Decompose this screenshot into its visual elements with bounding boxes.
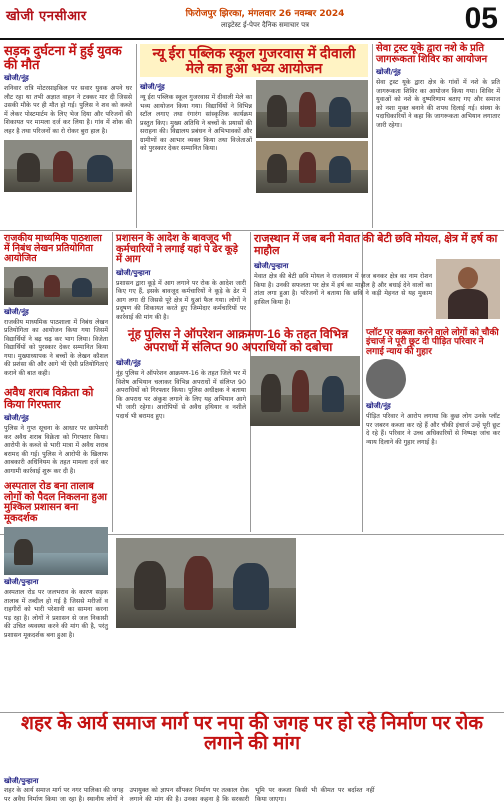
story-photo: [256, 141, 368, 193]
story-byline: खोजी/नूंह: [366, 402, 391, 411]
story-judge-chhavi: [254, 234, 500, 324]
story-body: सेवा ट्रस्ट यूके द्वारा क्षेत्र के गांवों में नशे के प्रति जागरूकता शिविर का आयोजन किया गया। शिविर में युवाओं को नशे के दुष्परिणाम बताए गए और समाज को नशा मुक्त बनाने की शपथ दिलाई गई। संस्था के पदाधिकारियों ने कहा कि जागरूकता अभियान लगातार जारी रहेगा।: [376, 79, 500, 129]
story-byline: खोजी/नूंह: [4, 74, 29, 83]
story-photo: [4, 267, 108, 305]
story-body: मेवात क्षेत्र की बेटी छवि मोयल ने राजस्थान में जज बनकर क्षेत्र का नाम रोशन किया है। उनकी सफलता पर क्षेत्र में हर्ष का माहौल है और बधाई देने वालों का तांता लगा हुआ है। परिजनों ने बताया कि छवि ने कड़ी मेहनत से यह मुकाम हासिल किया है।: [254, 273, 432, 306]
story-byline: खोजी/नूंह: [376, 68, 401, 76]
story-garbage-fire: [116, 234, 246, 324]
story-body: न्यू ईरा पब्लिक स्कूल गुजरवास में दीवाली मेले का भव्य आयोजन किया गया। विद्यार्थियों ने विभिन्न स्टॉल लगाए तथा रंगारंग सांस्कृतिक कार्यक्रम प्रस्तुत किए। मुख्य अतिथि ने बच्चों के प्रयासों की सराहना की। विद्यालय प्रबंधन ने अभिभावकों और ग्रामीणों का आभार व्यक्त किया तथा विजेताओं को पुरस्कार देकर सम्मानित किया।: [140, 94, 252, 153]
banner-headline: शहर के आर्य समाज मार्ग पर नपा की जगह पर हो रहे निर्माण पर रोक लगाने की मांग: [21, 713, 483, 754]
story-photo: [116, 538, 296, 628]
story-waterlogging: [4, 482, 108, 710]
story-body: शहर के आर्य समाज मार्ग पर नगर पालिका की जगह पर अवैध निर्माण किया जा रहा है। स्थानीय लोगों ने उपायुक्त को ज्ञापन सौंपकर निर्माण पर तत्काल रोक लगाने की मांग की है। उनका कहना है कि सरकारी भूमि पर कब्जा किसी भी कीमत पर बर्दाश्त नहीं किया जाएगा।: [4, 787, 375, 803]
story-headline: राजकीय माध्यमिक पाठशाला में निबंध लेखन प्रतियोगिता आयोजित: [4, 233, 102, 264]
story-headline: नूंह पुलिस ने ऑपरेशन आक्रमण-16 के तहत विभिन्न अपराधों में संलिप्त 90 अपराधियों को दबोचा: [127, 327, 349, 354]
story-headline: प्रशासन के आदेश के बावजूद भी कर्मचारियों ने लगाई यहां पे ढेर कूड़े में आग: [116, 233, 238, 265]
story-headline: सड़क दुर्घटना में हुई युवक की मौत: [4, 43, 122, 72]
story-byline: खोजी/नूंह: [4, 414, 29, 423]
story-photo: [250, 356, 360, 426]
row-divider: [0, 230, 504, 231]
story-photo: [256, 80, 368, 138]
continued-columns: [116, 538, 500, 710]
police-emblem: [366, 359, 406, 399]
column-divider: [372, 44, 373, 228]
story-byline: खोजी/पुन्हाना: [116, 268, 151, 277]
story-body: शनिवार रात्रि मोटरसाइकिल पर सवार युवक अपने घर लौट रहा था तभी अज्ञात वाहन ने टक्कर मार दी जिससे उसकी मौके पर ही मौत हो गई। पुलिस ने शव को कब्जे में लेकर पोस्टमार्टम के लिए भेज दिया और परिजनों की शिकायत पर मामला दर्ज कर लिया है। गांव में शोक की लहर है तथा परिजनों का रो रोकर बुरा हाल है।: [4, 85, 132, 135]
story-operation-aakraman: [116, 328, 360, 532]
portrait-photo: [436, 259, 500, 319]
story-headline: न्यू ईरा पब्लिक स्कूल गुजरवास में दीवाली मेले का हुआ भव्य आयोजन: [140, 44, 368, 77]
story-headline: अस्पताल रोड बना तालाब लोगों को पैदल निकलना हुआ मुश्किल प्रशासन बना मूकदर्शक: [4, 481, 108, 524]
story-headline: राजस्थान में जब बनी मेवात की बेटी छवि मोयल, क्षेत्र में हर्ष का माहौल: [254, 233, 498, 257]
story-byline: खोजी/पुन्हाना: [254, 262, 289, 271]
story-plot-encroachment: [366, 328, 500, 532]
story-byline: खोजी/नूंह: [116, 359, 141, 368]
story-body: पीड़ित परिवार ने आरोप लगाया कि कुछ लोग उनके प्लॉट पर जबरन कब्जा कर रहे हैं और चौकी इंचार्ज उन्हें पूरी छूट दे रहे हैं। परिवार ने उच्च अधिकारियों से निष्पक्ष जांच कर न्याय दिलाने की गुहार लगाई है।: [366, 413, 500, 446]
column-divider: [136, 44, 137, 228]
story-byline: खोजी/नूंह: [4, 307, 29, 316]
story-photo: [4, 140, 132, 192]
story-diwali-mela: [140, 44, 368, 228]
story-headline: सेवा ट्रस्ट यूके द्वारा नशे के प्रति जागरूकता शिविर का आयोजन: [376, 43, 488, 65]
story-road-accident: [4, 44, 132, 228]
issue-tagline: लाइटेस्ट ई-पेपर दैनिक समाचार पत्र: [221, 21, 309, 29]
story-byline: खोजी/पुन्हाना: [4, 578, 39, 586]
story-body: अस्पताल रोड पर जलभराव के कारण सड़क तालाब में तब्दील हो गई है जिससे मरीजों व राहगीरों को भारी परेशानी का सामना करना पड़ रहा है। लोगों ने प्रशासन से जल निकासी की उचित व्यवस्था करने की मांग की है, परंतु प्रशासन मूकदर्शक बना हुआ है।: [4, 589, 108, 639]
bottom-story-body: [4, 768, 500, 803]
story-liquor-arrest: [4, 388, 108, 478]
page-number: 05: [464, 2, 498, 35]
story-body: राजकीय माध्यमिक पाठशाला में निबंध लेखन प्रतियोगिता का आयोजन किया गया जिसमें विद्यार्थियों ने बढ़ चढ़ कर भाग लिया। विजेता विद्यार्थियों को पुरस्कार देकर सम्मानित किया गया। मुख्याध्यापक ने बच्चों के लेखन कौशल की प्रशंसा की और आगे भी ऐसी प्रतियोगिताएं कराने की बात कही।: [4, 318, 108, 377]
story-body: नूंह पुलिस ने ऑपरेशन आक्रमण-16 के तहत जिले भर में विशेष अभियान चलाकर विभिन्न अपराधों में संलिप्त 90 अपराधियों को गिरफ्तार किया। पुलिस अधीक्षक ने बताया कि अपराध पर अंकुश लगाने के लिए यह अभियान आगे भी जारी रहेगा। आरोपियों से अवैध हथियार व नशीले पदार्थ भी बरामद हुए।: [116, 370, 246, 420]
story-headline: अवैध शराब विक्रेता को किया गिरफ्तार: [4, 387, 94, 411]
story-byline: खोजी/नूंह: [140, 83, 165, 92]
story-body: प्रशासन द्वारा कूड़े में आग लगाने पर रोक के आदेश जारी किए गए हैं, इसके बावजूद कर्मचारियों ने कूड़े के ढेर में आग लगा दी जिससे पूरे क्षेत्र में धुआं फैल गया। लोगों ने प्रदूषण की शिकायत करते हुए जिम्मेदार कर्मचारियों पर कार्रवाई की मांग की है।: [116, 279, 246, 321]
masthead-meta: [150, 6, 380, 30]
story-essay-competition: [4, 234, 108, 384]
story-photo: [4, 527, 108, 575]
issue-dateline: फिरोजपुर झिरका, मंगलवार 26 नवम्बर 2024: [185, 9, 345, 19]
story-body: पुलिस ने गुप्त सूचना के आधार पर छापेमारी कर अवैध शराब विक्रेता को गिरफ्तार किया। आरोपी के कब्जे से भारी मात्रा में अवैध शराब बरामद की गई। पुलिस ने आरोपी के खिलाफ आबकारी अधिनियम के तहत मामला दर्ज कर आगामी कार्रवाई शुरू कर दी है।: [4, 425, 108, 475]
column-divider: [112, 232, 113, 532]
story-byline: खोजी/पुन्हाना: [4, 777, 39, 785]
newspaper-brand: खोजी एनसीआर: [6, 9, 87, 24]
story-headline: प्लॉट पर कब्जा करने वाले लोगों को चौकी इंचार्ज ने पूरी छूट दी पीड़ित परिवार ने लगाई न्याय की गुहार: [366, 327, 499, 356]
bottom-story: [0, 714, 504, 766]
masthead: [0, 0, 504, 40]
story-seva-trust: [376, 44, 500, 228]
